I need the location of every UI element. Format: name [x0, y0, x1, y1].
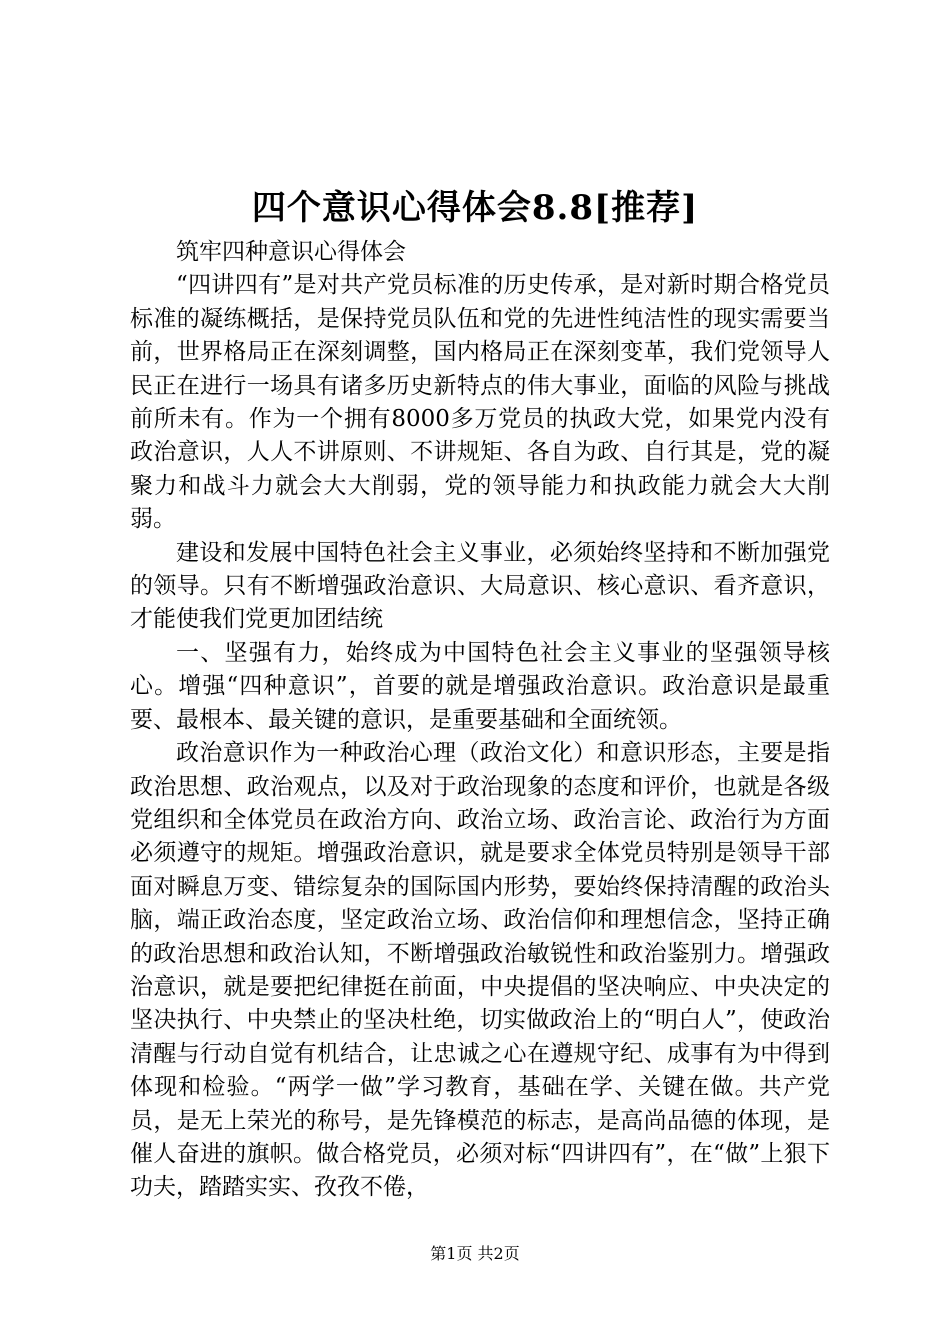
document-title: 四个意识心得体会8.8[推荐] [251, 188, 699, 228]
paragraph: 一、坚强有力，始终成为中国特色社会主义事业的坚强领导核心。增强“四种意识”，首要的就是增强政治意识。政治意识是最重要、最根本、最关键的意识，是重要基础和全面统领。 [130, 639, 830, 733]
paragraph-subtitle: 筑牢四种意识心得体会 [176, 239, 406, 265]
document-body [130, 236, 830, 1205]
paragraph: “四讲四有”是对共产党员标准的历史传承，是对新时期合格党员标准的凝练概括，是保持党员队伍和党的先进性纯洁性的现实需要当前，世界格局正在深刻调整，国内格局正在深刻变革，我们党领导人民正在进行一场具有诸多历史新特点的伟大事业，面临的风险与挑战前所未有。作为一个拥有8000多万党员的执政大党，如果党内没有政治意识，人人不讲原则、不讲规矩、各自为政、自行其是，党的凝聚力和战斗力就会大大削弱，党的领导能力和执政能力就会大大削弱。 [130, 272, 830, 533]
paragraph: 建设和发展中国特色社会主义事业，必须始终坚持和不断加强党的领导。只有不断增强政治意识、大局意识、核心意识、看齐意识，才能使我们党更加团结统 [130, 539, 830, 633]
page-number-footer: 第1页 共2页 [430, 1244, 520, 1263]
paragraph: 政治意识作为一种政治心理（政治文化）和意识形态，主要是指政治思想、政治观点，以及对于政治现象的态度和评价，也就是各级党组织和全体党员在政治方向、政治立场、政治言论、政治行为方面必须遵守的规矩。增强政治意识，就是要求全体党员特别是领导干部面对瞬息万变、错综复杂的国际国内形势，要始终保持清醒的政治头脑，端正政治态度，坚定政治立场、政治信仰和理想信念，坚持正确的政治思想和政治认知，不断增强政治敏锐性和政治鉴别力。增强政治意识，就是要把纪律挺在前面，中央提倡的坚决响应、中央决定的坚决执行、中央禁止的坚决杜绝，切实做政治上的“明白人”，使政治清醒与行动自觉有机结合，让忠诚之心在遵规守纪、成事有为中得到体现和检验。“两学一做”学习教育，基础在学、关键在做。共产党员，是无上荣光的称号，是先锋模范的标志，是高尚品德的体现，是催人奋进的旗帜。做合格党员，必须对标“四讲四有”，在“做”上狠下功夫，踏踏实实、孜孜不倦， [130, 740, 830, 1201]
